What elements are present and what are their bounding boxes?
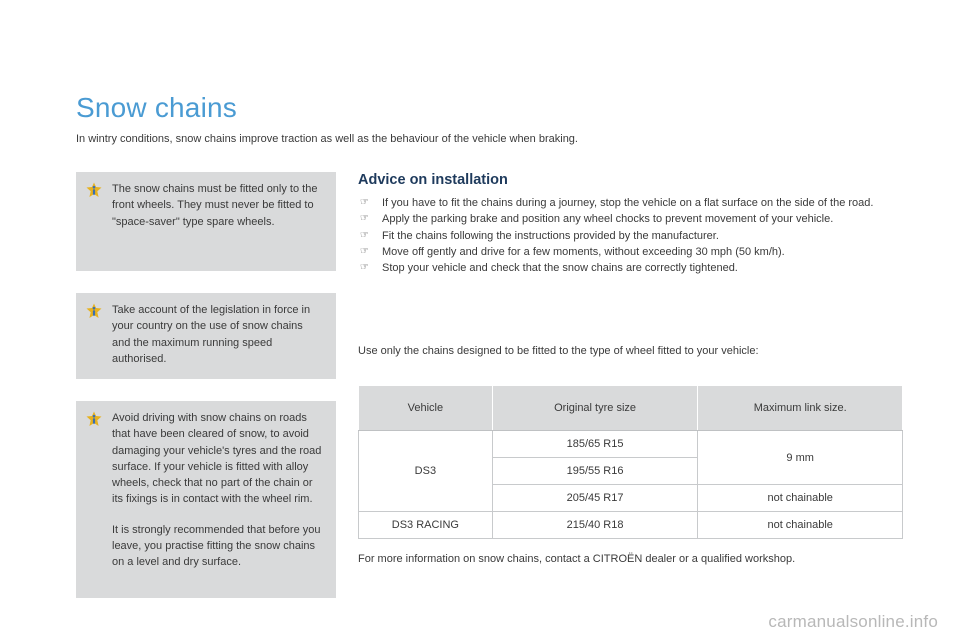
use-only-text: Use only the chains designed to be fitted to the type of wheel fitted to your vehicle: [358,345,759,357]
header-tyre-size: Original tyre size [492,386,698,431]
footer-text: For more information on snow chains, contact a CITROËN dealer or a qualified workshop. [358,553,796,565]
list-item [358,260,908,276]
note-text: It is strongly recommended that before you leave, you practise fitting the snow chains on a level and dry surface. [112,523,321,569]
list-item-text: If you have to fit the chains during a journey, stop the vehicle on a flat surface on the side of the road. [382,197,874,209]
pointing-hand-icon: ☞ [360,229,369,241]
advice-list [358,195,908,276]
cell-link: not chainable [698,485,903,512]
note-text: The snow chains must be fitted only to the front wheels. They must never be fitted to "space-saver" type spare wheels. [112,183,318,228]
list-item-text: Move off gently and drive for a few moments, without exceeding 30 mph (50 km/h). [382,245,785,258]
note-box-cleared-roads [76,401,336,598]
cell-tyre: 195/55 R16 [492,458,698,485]
list-item-text: Fit the chains following the instructions provided by the manufacturer. [382,229,719,242]
list-item [358,244,908,260]
cell-tyre: 205/45 R17 [492,485,698,512]
pointing-hand-icon: ☞ [360,213,369,225]
cell-tyre: 185/65 R15 [492,431,698,458]
intro-text: In wintry conditions, snow chains improve traction as well as the behaviour of the vehicle when braking. [76,133,578,145]
table-row [359,431,903,458]
info-icon [85,410,103,428]
info-icon [85,302,103,320]
pointing-hand-icon: ☞ [360,262,369,274]
info-icon [85,181,103,199]
cell-tyre: 215/40 R18 [492,512,698,539]
cell-vehicle: DS3 RACING [359,512,493,539]
note-box-legislation [76,293,336,379]
header-link-size: Maximum link size. [698,386,903,431]
pointing-hand-icon: ☞ [360,245,369,257]
header-vehicle: Vehicle [359,386,493,431]
tyre-chain-table [358,385,903,539]
list-item-text: Stop your vehicle and check that the snow chains are correctly tightened. [382,262,738,275]
table-row [359,512,903,539]
table-header-row [359,386,903,431]
list-item [358,211,908,227]
note-box-front-wheels [76,172,336,271]
advice-heading: Advice on installation [358,172,508,188]
note-text: Avoid driving with snow chains on roads that have been cleared of snow, to avoid damaging your vehicle's tyres and the road surface. If your vehicle is fitted with alloy wheels, check that no part of the chain or its fixings is in contact with the wheel rim. [112,412,322,506]
cell-link: not chainable [698,512,903,539]
pointing-hand-icon: ☞ [360,197,369,208]
watermark: carmanualsonline.info [768,612,938,631]
list-item [358,228,908,244]
cell-vehicle: DS3 [359,431,493,512]
note-text: Take account of the legislation in force in your country on the use of snow chains and the maximum running speed authorised. [112,304,311,365]
list-item-text: Apply the parking brake and position any wheel chocks to prevent movement of your vehicle. [382,213,834,226]
cell-link: 9 mm [698,431,903,485]
page-title: Snow chains [76,92,237,123]
list-item [358,195,908,211]
